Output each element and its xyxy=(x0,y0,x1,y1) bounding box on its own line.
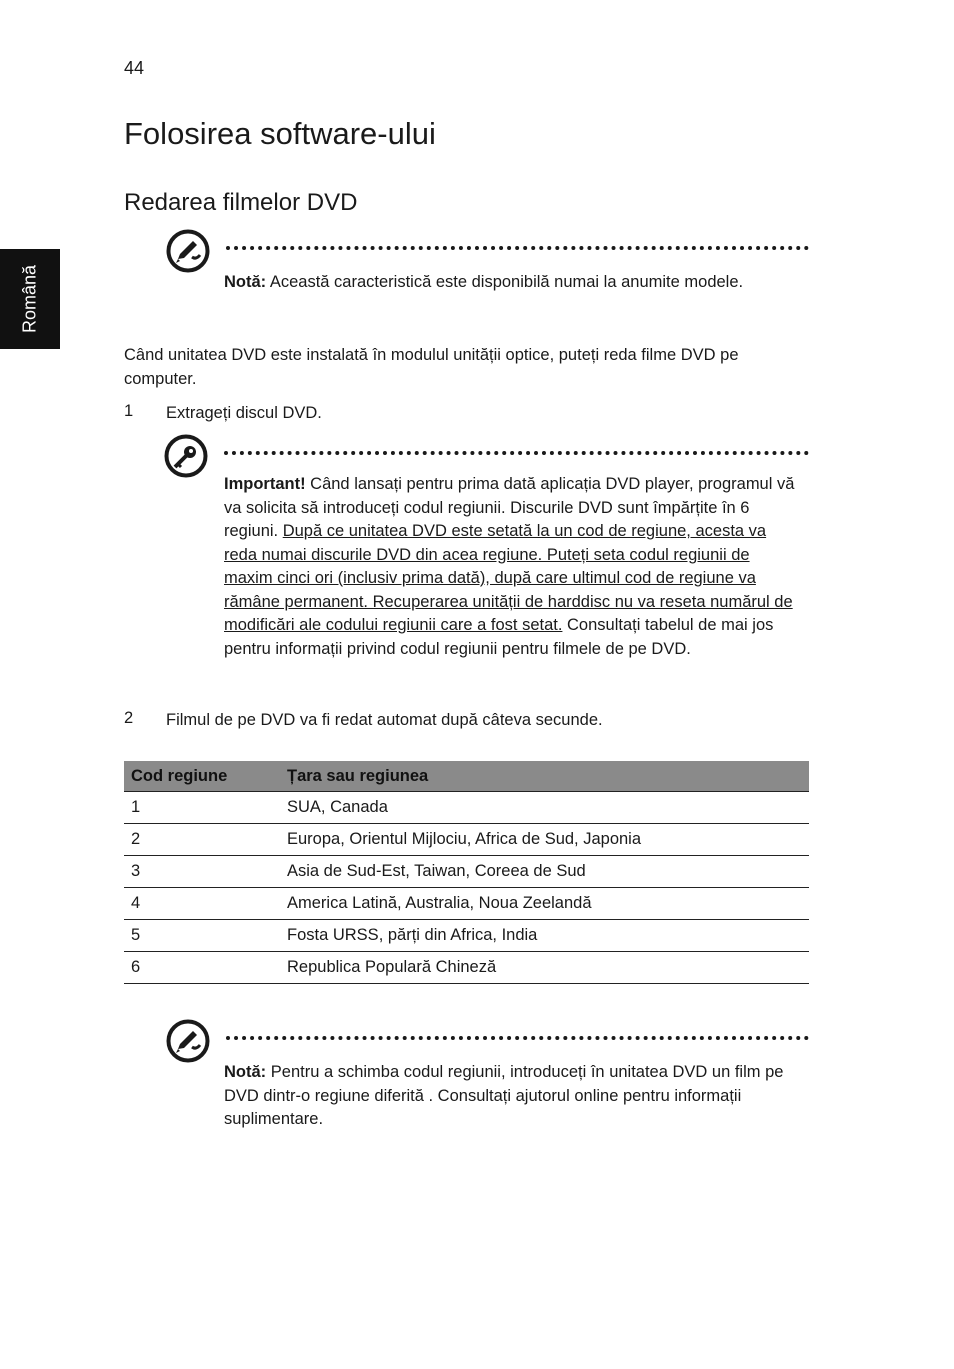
step-text: Filmul de pe DVD va fi redat automat după câteva secunde. xyxy=(166,711,603,729)
language-tab-label: Română xyxy=(19,264,40,334)
note-label: Notă: xyxy=(224,1063,267,1081)
table-cell: 2 xyxy=(124,824,280,856)
table-cell: 4 xyxy=(124,888,280,920)
table-header-row xyxy=(124,761,809,792)
column-header: Țara sau regiunea xyxy=(280,761,809,792)
table-row xyxy=(124,888,809,920)
note-divider xyxy=(226,246,809,250)
table-cell: Europa, Orientul Mijlociu, Africa de Sud, Japonia xyxy=(280,824,809,856)
step-text: Extrageți discul DVD. xyxy=(166,404,322,422)
step-number: 1 xyxy=(124,402,134,420)
table-cell: Fosta URSS, părți din Africa, India xyxy=(280,920,809,952)
table-cell: SUA, Canada xyxy=(280,792,809,824)
table-cell: 5 xyxy=(124,920,280,952)
section-title: Redarea filmelor DVD xyxy=(124,189,358,216)
page-number: 44 xyxy=(124,58,145,78)
important-label: Important! xyxy=(224,475,306,493)
note-body: Această caracteristică este disponibilă numai la anumite modele. xyxy=(266,273,744,291)
intro-paragraph: Când unitatea DVD este instalată în modulul unității optice, puteți reda filme DVD pe computer. xyxy=(124,346,739,388)
important-divider xyxy=(224,451,809,455)
note-pen-icon xyxy=(166,229,210,273)
table-row xyxy=(124,856,809,888)
table-row xyxy=(124,920,809,952)
important-key-icon xyxy=(164,434,208,478)
important-text xyxy=(224,473,799,661)
note-divider xyxy=(226,1036,809,1040)
table-row xyxy=(124,824,809,856)
important-underlined: După ce unitatea DVD este setată la un cod de regiune, acesta va reda numai discurile DVD din acea regiune. Puteți seta codul regiunii de maxim cinci ori (inclusiv prima dată), după care ultimul cod de regiune va rămâne permanent. Recuperarea unității de harddisc nu va reseta numărul de modificări ale codului regiunii care a fost setat. xyxy=(224,522,793,634)
table-row xyxy=(124,792,809,824)
note-text xyxy=(224,271,809,295)
column-header: Cod regiune xyxy=(124,761,280,792)
table-cell: America Latină, Australia, Noua Zeelandă xyxy=(280,888,809,920)
language-tab xyxy=(0,249,60,349)
table-cell: Republica Populară Chineză xyxy=(280,952,809,984)
note-body: Pentru a schimba codul regiunii, introduceți în unitatea DVD un film pe DVD dintr-o regiune diferită . Consultați ajutorul online pentru informații suplimentare. xyxy=(224,1063,784,1128)
table-row xyxy=(124,952,809,984)
note-text xyxy=(224,1061,809,1132)
table-cell: 6 xyxy=(124,952,280,984)
table-cell: 3 xyxy=(124,856,280,888)
page-title: Folosirea software-ului xyxy=(124,116,436,151)
note-label: Notă: xyxy=(224,273,267,291)
step-number: 2 xyxy=(124,709,134,727)
table-cell: 1 xyxy=(124,792,280,824)
table-cell: Asia de Sud-Est, Taiwan, Coreea de Sud xyxy=(280,856,809,888)
important-body-end: Consultați tabelul de mai jos pentru informații privind codul regiunii pentru filmele de pe DVD. xyxy=(224,616,774,658)
important-body: Când lansați pentru prima dată aplicația DVD player, programul vă va solicita să introduceți codul regiunii. Discurile DVD sunt împărțite în 6 regiuni. xyxy=(224,475,795,540)
note-pen-icon xyxy=(166,1019,210,1063)
region-code-table xyxy=(124,761,809,984)
